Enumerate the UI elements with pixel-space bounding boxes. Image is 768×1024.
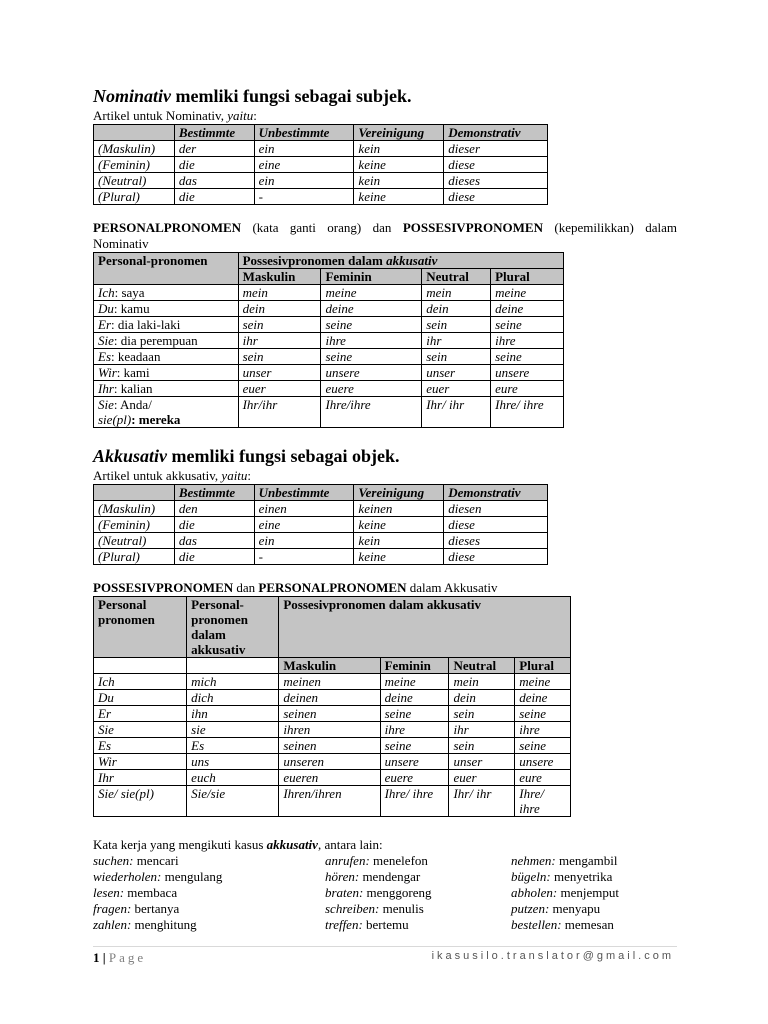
- table-header-cell: Unbestimmte: [254, 485, 354, 501]
- table-cell: Ihre/ ihre: [491, 397, 564, 428]
- table-cell: Ihre/ihre: [321, 397, 422, 428]
- table-cell: dich: [187, 690, 279, 706]
- table-cell: Ich: [94, 674, 187, 690]
- table-row: [94, 674, 571, 690]
- table-row: [94, 706, 571, 722]
- akkusativ-article-table: [93, 484, 548, 565]
- table-row: [94, 501, 548, 517]
- table-cell: (Feminin): [94, 157, 175, 173]
- verbs-column-3: [511, 853, 619, 933]
- table-cell: eure: [515, 770, 571, 786]
- table-header-cell: Feminin: [321, 269, 422, 285]
- table-row: [94, 349, 564, 365]
- table-header-group: Possesivpronomen dalam akkusativ: [279, 597, 571, 658]
- possesivpronomen-paragraph: POSSESIVPRONOMEN dan PERSONALPRONOMEN dalam Akkusativ: [93, 580, 498, 595]
- table-cell: meine: [491, 285, 564, 301]
- table-cell: ihr: [422, 333, 491, 349]
- table-cell: mich: [187, 674, 279, 690]
- table-cell: euer: [238, 381, 321, 397]
- table-cell: unsere: [515, 754, 571, 770]
- table-cell: Er: [94, 706, 187, 722]
- table-header-cell: Bestimmte: [174, 485, 254, 501]
- table-cell: dein: [238, 301, 321, 317]
- table-header-cell: Bestimmte: [174, 125, 254, 141]
- table-header-cell: [94, 125, 175, 141]
- verb-item: putzen: menyapu: [511, 901, 601, 916]
- table-cell: sie: [187, 722, 279, 738]
- table-row: [94, 157, 548, 173]
- table-cell: die: [174, 517, 254, 533]
- table-cell: sein: [422, 349, 491, 365]
- table-cell: sein: [422, 317, 491, 333]
- table-header-cell: [187, 658, 279, 674]
- table-cell: -: [254, 549, 354, 565]
- table-cell: Sie: Anda/ sie(pl): mereka: [94, 397, 239, 428]
- table-cell: Du: [94, 690, 187, 706]
- heading-nominativ: Nominativ memliki fungsi sebagai subjek.: [93, 86, 412, 106]
- table-cell: sein: [238, 349, 321, 365]
- table-cell: keine: [354, 517, 444, 533]
- verbs-column-1: [93, 853, 222, 933]
- table-cell: meine: [380, 674, 449, 690]
- table-cell: die: [174, 549, 254, 565]
- verbs-column-2: [325, 853, 432, 933]
- table-cell: euere: [321, 381, 422, 397]
- table-cell: Du: kamu: [94, 301, 239, 317]
- table-cell: Ihre/ ihre: [380, 786, 449, 817]
- table-cell: Ihr/ ihr: [449, 786, 515, 817]
- table-row: [94, 533, 548, 549]
- table-cell: Sie: dia perempuan: [94, 333, 239, 349]
- table-header-cell: [94, 485, 175, 501]
- table-cell: seine: [491, 317, 564, 333]
- verb-item: hören: mendengar: [325, 869, 421, 884]
- table-cell: eine: [254, 157, 354, 173]
- table-cell: Sie/sie: [187, 786, 279, 817]
- table-cell: (Feminin): [94, 517, 175, 533]
- table-row: [94, 549, 548, 565]
- table-cell: keinen: [354, 501, 444, 517]
- table-cell: kein: [354, 533, 444, 549]
- heading-akkusativ: Akkusativ memliki fungsi sebagai objek.: [93, 446, 400, 466]
- verb-item: bestellen: memesan: [511, 917, 614, 932]
- table-cell: ein: [254, 533, 354, 549]
- verb-item: anrufen: menelefon: [325, 853, 428, 868]
- table-cell: unser: [449, 754, 515, 770]
- table-cell: ihre: [491, 333, 564, 349]
- table-row: [94, 738, 571, 754]
- table-header-cell: Vereinigung: [354, 485, 444, 501]
- table-cell: seine: [491, 349, 564, 365]
- table-row: [94, 754, 571, 770]
- table-row: [94, 317, 564, 333]
- table-header-cell: Plural: [491, 269, 564, 285]
- table-row: [94, 285, 564, 301]
- table-cell: Ihr: [94, 770, 187, 786]
- table-header-cell: Demonstrativ: [444, 485, 548, 501]
- table-cell: ihre: [380, 722, 449, 738]
- verb-item: schreiben: menulis: [325, 901, 424, 916]
- table-header-cell: Personal-pronomen: [94, 253, 239, 285]
- verb-item: zahlen: menghitung: [93, 917, 197, 932]
- verb-item: braten: menggoreng: [325, 885, 432, 900]
- table-cell: sein: [238, 317, 321, 333]
- table-cell: deine: [515, 690, 571, 706]
- table-cell: keine: [354, 189, 444, 205]
- table-row: [94, 722, 571, 738]
- table-header-cell: Neutral: [422, 269, 491, 285]
- table-cell: (Maskulin): [94, 141, 175, 157]
- table-cell: seinen: [279, 706, 380, 722]
- table-cell: euch: [187, 770, 279, 786]
- table-cell: ihre: [321, 333, 422, 349]
- verbs-intro: Kata kerja yang mengikuti kasus akkusativ, antara lain:: [93, 837, 383, 852]
- table-cell: ein: [254, 173, 354, 189]
- table-cell: (Plural): [94, 189, 175, 205]
- table-header-group: Possesivpronomen dalam akkusativ: [238, 253, 563, 269]
- table-cell: Wir: kami: [94, 365, 239, 381]
- table-cell: deine: [380, 690, 449, 706]
- table-cell: Es: [94, 738, 187, 754]
- table-row: [94, 301, 564, 317]
- table-cell: dieses: [444, 173, 548, 189]
- nominativ-article-table: [93, 124, 548, 205]
- table-cell: Ihr: kalian: [94, 381, 239, 397]
- table-cell: Sie/ sie(pl): [94, 786, 187, 817]
- table-cell: (Plural): [94, 549, 175, 565]
- table-cell: das: [174, 533, 254, 549]
- table-cell: ihn: [187, 706, 279, 722]
- table-cell: seine: [515, 738, 571, 754]
- table-header-cell: Maskulin: [279, 658, 380, 674]
- table-cell: Sie: [94, 722, 187, 738]
- table-cell: eine: [254, 517, 354, 533]
- akkusativ-pronoun-table: [93, 596, 571, 817]
- table-cell: unsere: [321, 365, 422, 381]
- table-cell: meinen: [279, 674, 380, 690]
- table-cell: Ich: saya: [94, 285, 239, 301]
- verb-item: abholen: menjemput: [511, 885, 619, 900]
- table-cell: diesen: [444, 501, 548, 517]
- verb-item: nehmen: mengambil: [511, 853, 618, 868]
- table-cell: -: [254, 189, 354, 205]
- table-cell: unser: [238, 365, 321, 381]
- table-cell: der: [174, 141, 254, 157]
- table-cell: deine: [491, 301, 564, 317]
- table-header-cell: Personal pronomen: [94, 597, 187, 658]
- table-cell: kein: [354, 141, 444, 157]
- table-cell: unseren: [279, 754, 380, 770]
- table-cell: dein: [449, 690, 515, 706]
- table-row: [94, 397, 564, 428]
- table-row: [94, 333, 564, 349]
- table-cell: deine: [321, 301, 422, 317]
- table-row: [94, 141, 548, 157]
- table-cell: euer: [422, 381, 491, 397]
- table-cell: meine: [321, 285, 422, 301]
- table-cell: seine: [321, 349, 422, 365]
- table-header-cell: [94, 658, 187, 674]
- table-row: [94, 173, 548, 189]
- table-cell: seine: [380, 738, 449, 754]
- verb-item: suchen: mencari: [93, 853, 179, 868]
- table-cell: euer: [449, 770, 515, 786]
- table-cell: ihre: [515, 722, 571, 738]
- table-cell: Ihren/ihren: [279, 786, 380, 817]
- table-header-cell: Neutral: [449, 658, 515, 674]
- table-row: [94, 365, 564, 381]
- table-cell: ihr: [238, 333, 321, 349]
- table-cell: die: [174, 157, 254, 173]
- table-cell: seine: [515, 706, 571, 722]
- table-cell: Ihre/ ihre: [515, 786, 571, 817]
- personalpronomen-paragraph: PERSONALPRONOMEN (kata ganti orang) dan POSSESIVPRONOMEN (kepemilikkan) dalam Nominativ: [93, 220, 677, 251]
- table-cell: seine: [321, 317, 422, 333]
- table-header-cell: Plural: [515, 658, 571, 674]
- footer-page-number: 1 | Page: [93, 950, 147, 965]
- table-cell: mein: [422, 285, 491, 301]
- table-cell: sein: [449, 738, 515, 754]
- table-cell: sein: [449, 706, 515, 722]
- table-cell: mein: [449, 674, 515, 690]
- table-cell: diese: [444, 189, 548, 205]
- table-cell: Wir: [94, 754, 187, 770]
- table-cell: diese: [444, 517, 548, 533]
- table-header-cell: Vereinigung: [354, 125, 444, 141]
- table-row: [94, 770, 571, 786]
- subheading-nominativ-articles: Artikel untuk Nominativ, yaitu:: [93, 108, 257, 123]
- subheading-akkusativ-articles: Artikel untuk akkusativ, yaitu:: [93, 468, 252, 483]
- verb-item: bügeln: menyetrika: [511, 869, 613, 884]
- table-header-cell: Maskulin: [238, 269, 321, 285]
- verb-item: fragen: bertanya: [93, 901, 180, 916]
- table-header-cell: Feminin: [380, 658, 449, 674]
- verb-item: treffen: bertemu: [325, 917, 409, 932]
- table-cell: keine: [354, 157, 444, 173]
- verb-item: wiederholen: mengulang: [93, 869, 223, 884]
- table-row: [94, 189, 548, 205]
- table-cell: unsere: [491, 365, 564, 381]
- footer-email: ikasusilo.translator@gmail.com: [431, 950, 674, 962]
- table-cell: unser: [422, 365, 491, 381]
- table-cell: meine: [515, 674, 571, 690]
- table-cell: dieses: [444, 533, 548, 549]
- table-cell: ein: [254, 141, 354, 157]
- table-cell: eueren: [279, 770, 380, 786]
- table-cell: ihren: [279, 722, 380, 738]
- table-cell: mein: [238, 285, 321, 301]
- table-cell: Er: dia laki-laki: [94, 317, 239, 333]
- table-cell: Ihr/ihr: [238, 397, 321, 428]
- table-row: [94, 381, 564, 397]
- table-cell: dein: [422, 301, 491, 317]
- table-cell: uns: [187, 754, 279, 770]
- table-cell: dieser: [444, 141, 548, 157]
- table-cell: deinen: [279, 690, 380, 706]
- table-cell: den: [174, 501, 254, 517]
- footer-divider: [93, 946, 677, 947]
- verb-item: lesen: membaca: [93, 885, 178, 900]
- table-cell: eure: [491, 381, 564, 397]
- table-row: [94, 786, 571, 817]
- table-cell: (Maskulin): [94, 501, 175, 517]
- table-cell: keine: [354, 549, 444, 565]
- table-cell: das: [174, 173, 254, 189]
- nominativ-pronoun-table: [93, 252, 564, 428]
- table-cell: seine: [380, 706, 449, 722]
- table-cell: seinen: [279, 738, 380, 754]
- table-cell: Ihr/ ihr: [422, 397, 491, 428]
- table-cell: diese: [444, 549, 548, 565]
- table-cell: kein: [354, 173, 444, 189]
- table-row: [94, 690, 571, 706]
- table-cell: unsere: [380, 754, 449, 770]
- table-cell: ihr: [449, 722, 515, 738]
- table-header-cell: Personal-pronomen dalam akkusativ: [187, 597, 279, 658]
- table-row: [94, 517, 548, 533]
- table-cell: (Neutral): [94, 533, 175, 549]
- table-cell: Es: keadaan: [94, 349, 239, 365]
- table-cell: (Neutral): [94, 173, 175, 189]
- table-cell: diese: [444, 157, 548, 173]
- table-header-cell: Unbestimmte: [254, 125, 354, 141]
- table-cell: einen: [254, 501, 354, 517]
- table-cell: euere: [380, 770, 449, 786]
- table-header-cell: Demonstrativ: [444, 125, 548, 141]
- table-cell: Es: [187, 738, 279, 754]
- table-cell: die: [174, 189, 254, 205]
